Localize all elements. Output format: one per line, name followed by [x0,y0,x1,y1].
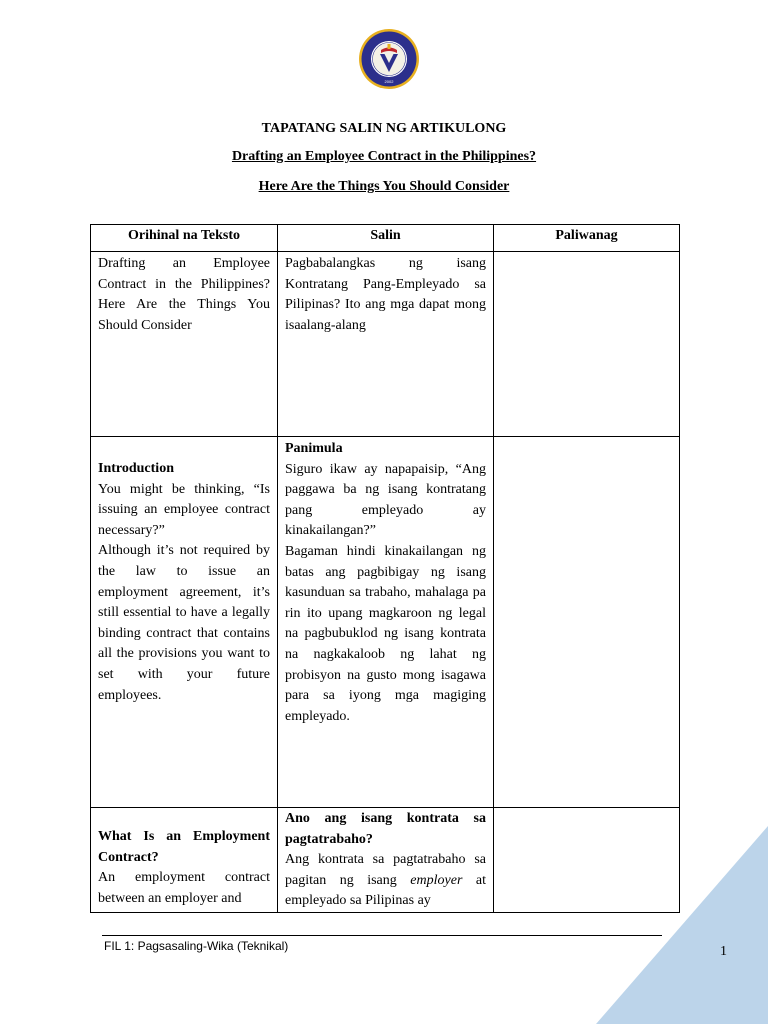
svg-text:2002: 2002 [384,79,394,84]
column-header-original: Orihinal na Teksto [91,225,278,252]
original-intro-paragraph-1: You might be thinking, “Is issuing an employee contract necessary?” [98,481,270,538]
original-section-paragraph: An employment contract between an employer and [98,870,270,906]
column-header-explanation: Paliwanag [494,225,680,252]
cell-original-employment-contract [91,808,278,913]
translation-section-paragraph: Ang kontrata sa pagtatrabaho sa pagitan ng isang employer at empleyado sa Pilipinas ay [285,852,486,909]
cell-original-introduction [91,437,278,808]
translation-title-text: Pagbabalangkas ng isang Kontratang Pang-Empleyado sa Pilipinas? Ito ang mga dapat mong isaalang-alang [285,256,486,333]
footer-divider [102,935,662,936]
original-title-text: Drafting an Employee Contract in the Philippines? Here Are the Things You Should Consider [98,256,270,333]
original-intro-paragraph-2: Although it’s not required by the law to issue an employment agreement, it’s still essential to have a legally binding contract that contains all the provisions you want to set with your future employees. [98,543,270,703]
document-title: TAPATANG SALIN NG ARTIKULONG [261,121,507,136]
cell-original-title [91,252,278,437]
table-header-row [91,225,680,252]
cell-translation-employment-contract [278,808,494,913]
article-title-line-2: Here Are the Things You Should Consider [258,179,510,194]
table-row [91,252,680,437]
university-seal-logo [358,28,420,90]
table-row [91,437,680,808]
article-title-line-1: Drafting an Employee Contract in the Philippines? [231,149,537,164]
cell-explanation-empty [494,808,680,913]
translation-table [90,224,680,913]
page-number: 1 [720,944,727,959]
translation-intro-paragraph-1: Siguro ikaw ay napapaisip, “Ang paggawa ba ng isang kontratang pang empleyado ay kinakailangan?” [285,461,486,539]
translation-intro-heading: Panimula [285,441,343,456]
footer-course-label: FIL 1: Pagsasaling-Wika (Teknikal) [104,939,289,953]
translation-section-heading: Ano ang isang kontrata sa pagtatrabaho? [285,811,486,847]
cell-translation-title [278,252,494,437]
cell-explanation-empty [494,437,680,808]
original-intro-heading: Introduction [98,461,174,476]
cell-translation-introduction [278,437,494,808]
cell-explanation-empty [494,252,680,437]
translation-intro-paragraph-2: Bagaman hindi kinakailangan ng batas ang pagbibigay ng isang kasunduan sa trabaho, mahalaga pa rin ito upang magkaroon ng legal na pagbubuklod ng isang kontrata na nagkakaloob ng lahat ng probisyon na gusto mong isagawa para sa iyong mga magiging empleyado. [285,543,486,724]
original-section-heading: What Is an Employment Contract? [98,829,270,865]
column-header-translation: Salin [278,225,494,252]
table-row [91,808,680,913]
